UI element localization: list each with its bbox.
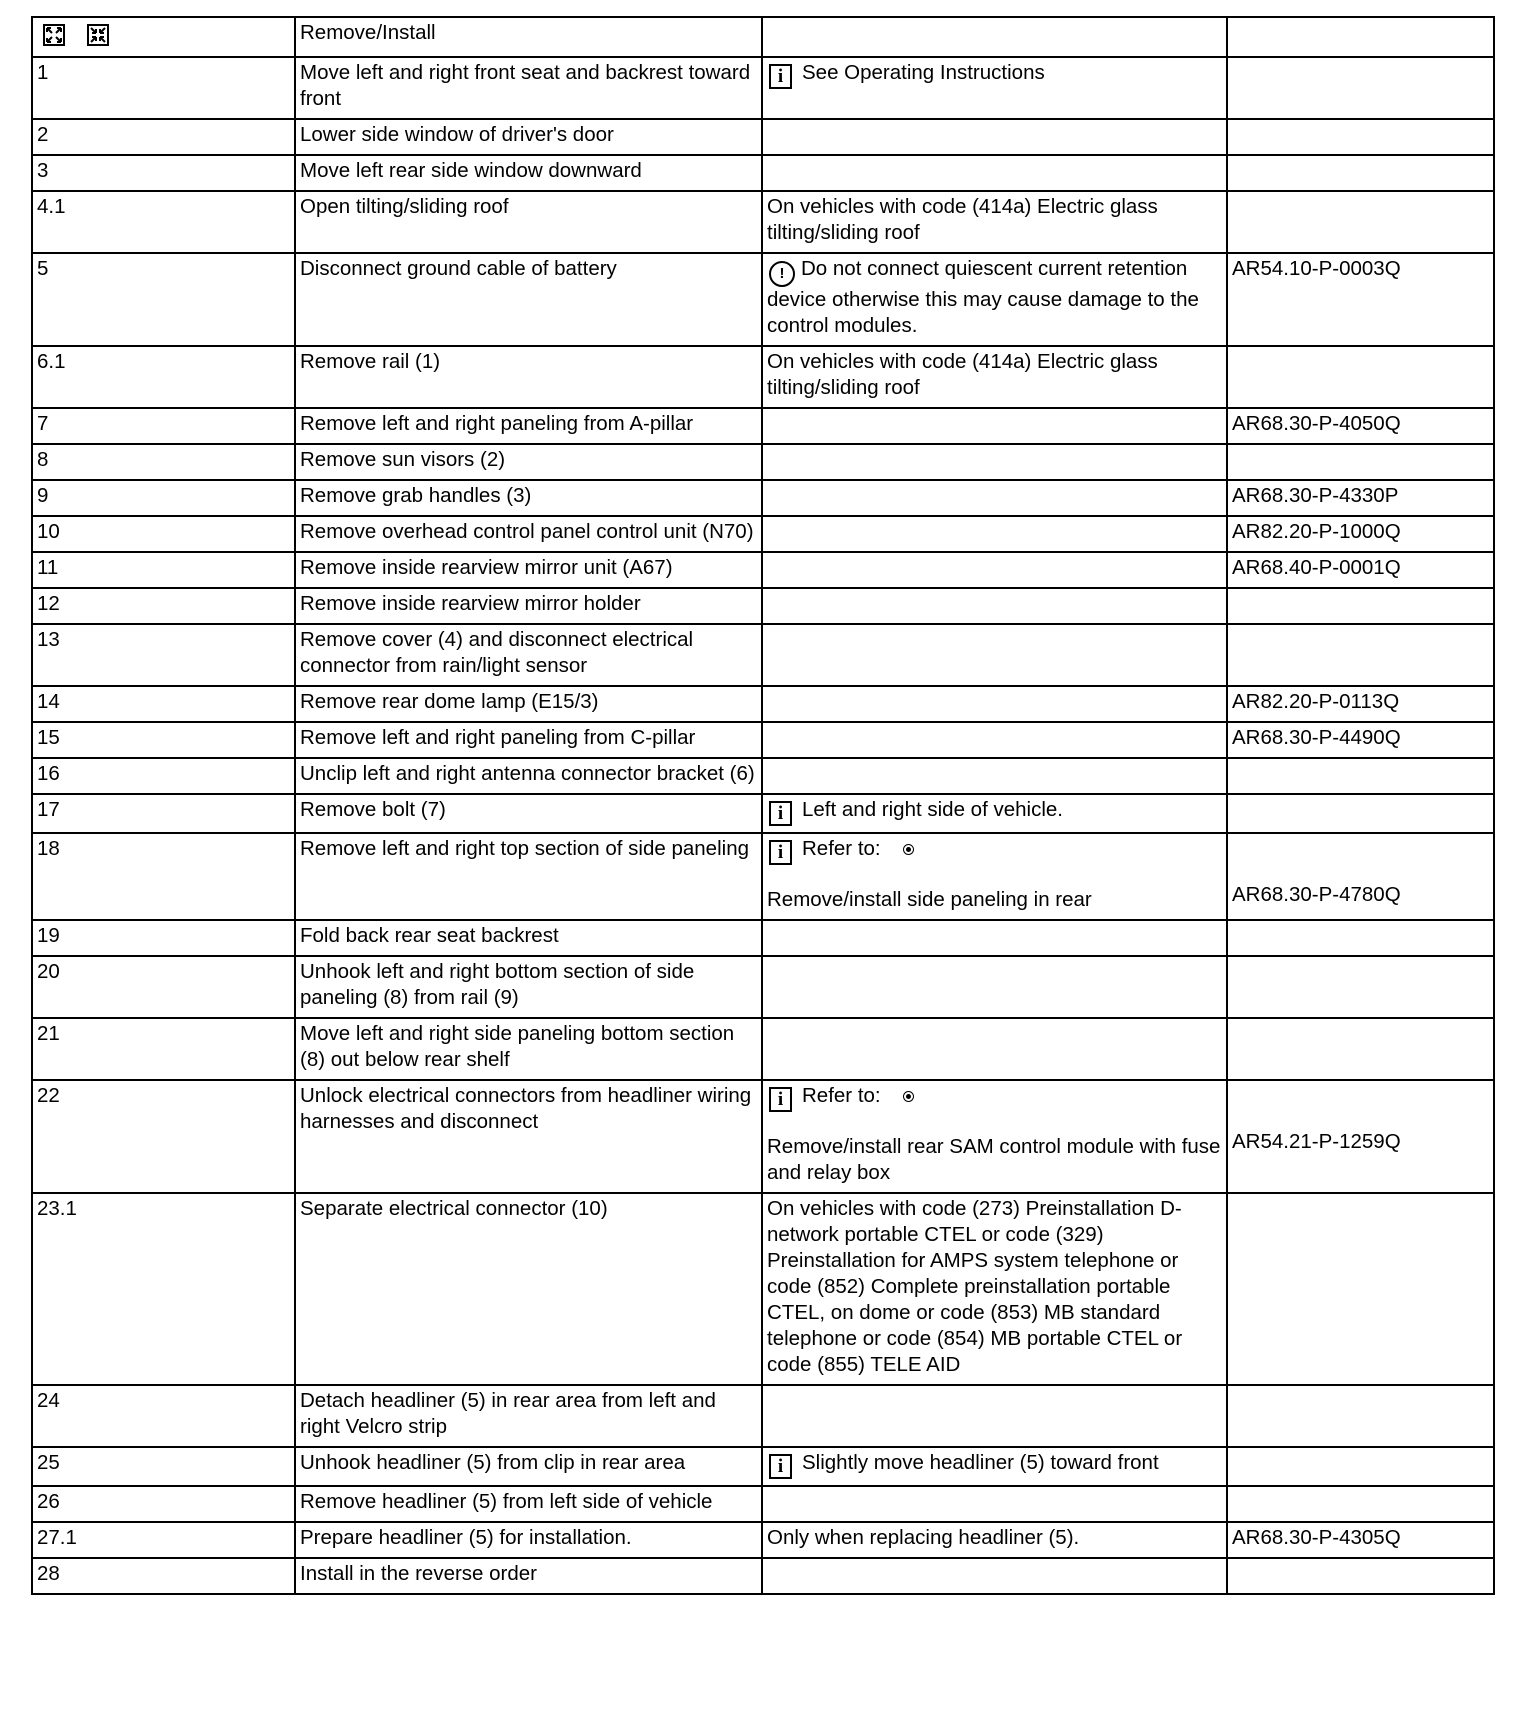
step-number: 20 — [32, 956, 295, 1018]
note-text: Refer to: — [802, 1084, 881, 1107]
step-action: Detach headliner (5) in rear area from left and right Velcro strip — [295, 1385, 762, 1447]
step-note — [762, 1522, 1227, 1558]
step-note — [762, 956, 1227, 1018]
table-header-row — [32, 17, 1494, 57]
document-reference-text[interactable]: AR68.30-P-4780Q — [1232, 883, 1401, 906]
table-row — [32, 1385, 1494, 1447]
step-action: Unhook left and right bottom section of side paneling (8) from rail (9) — [295, 956, 762, 1018]
table-row — [32, 686, 1494, 722]
header-empty-cell — [762, 17, 1227, 57]
procedure-table — [31, 16, 1495, 1595]
table-row — [32, 119, 1494, 155]
table-row — [32, 624, 1494, 686]
document-reference — [1227, 155, 1494, 191]
note-text: On vehicles with code (414a) Electric glass tilting/sliding roof — [767, 350, 1158, 399]
step-note — [762, 1193, 1227, 1385]
step-note — [762, 794, 1227, 833]
note-text: Refer to: — [802, 837, 881, 860]
step-number: 23.1 — [32, 1193, 295, 1385]
step-note — [762, 57, 1227, 119]
note-text: Slightly move headliner (5) toward front — [802, 1451, 1159, 1474]
step-note — [762, 516, 1227, 552]
step-number: 26 — [32, 1486, 295, 1522]
document-reference[interactable] — [1227, 833, 1494, 920]
step-number: 22 — [32, 1080, 295, 1193]
table-row — [32, 1193, 1494, 1385]
step-action: Remove bolt (7) — [295, 794, 762, 833]
document-reference — [1227, 1193, 1494, 1385]
document-reference[interactable]: AR82.20-P-1000Q — [1227, 516, 1494, 552]
reference-link-icon[interactable] — [903, 844, 914, 855]
table-row — [32, 444, 1494, 480]
table-row — [32, 722, 1494, 758]
step-note — [762, 588, 1227, 624]
table-row — [32, 833, 1494, 920]
table-row — [32, 552, 1494, 588]
info-icon: i — [769, 840, 792, 865]
step-action: Prepare headliner (5) for installation. — [295, 1522, 762, 1558]
table-row — [32, 1558, 1494, 1594]
warning-icon: ! — [769, 261, 795, 287]
header-title: Remove/Install — [295, 17, 762, 57]
document-reference — [1227, 758, 1494, 794]
step-note — [762, 1080, 1227, 1193]
table-row — [32, 1486, 1494, 1522]
step-action: Remove grab handles (3) — [295, 480, 762, 516]
step-note — [762, 191, 1227, 253]
step-number: 19 — [32, 920, 295, 956]
document-reference-text[interactable]: AR54.21-P-1259Q — [1232, 1130, 1401, 1153]
step-number: 2 — [32, 119, 295, 155]
collapse-arrows-icon[interactable] — [87, 24, 109, 46]
table-row — [32, 408, 1494, 444]
header-icons-cell — [32, 17, 295, 57]
step-action: Remove cover (4) and disconnect electrical connector from rain/light sensor — [295, 624, 762, 686]
document-reference[interactable]: AR82.20-P-0113Q — [1227, 686, 1494, 722]
document-reference — [1227, 1385, 1494, 1447]
table-row — [32, 191, 1494, 253]
table-row — [32, 956, 1494, 1018]
step-action: Remove overhead control panel control unit (N70) — [295, 516, 762, 552]
step-number: 1 — [32, 57, 295, 119]
table-row — [32, 346, 1494, 408]
document-reference — [1227, 57, 1494, 119]
step-number: 16 — [32, 758, 295, 794]
note-text: Left and right side of vehicle. — [802, 798, 1063, 821]
reference-link-icon[interactable] — [903, 1091, 914, 1102]
table-row — [32, 1018, 1494, 1080]
step-note — [762, 758, 1227, 794]
step-number: 14 — [32, 686, 295, 722]
step-action: Remove headliner (5) from left side of vehicle — [295, 1486, 762, 1522]
procedure-table-body — [32, 17, 1494, 1594]
note-text: On vehicles with code (273) Preinstallation D-network portable CTEL or code (329) Preinstallation for AMPS system telephone or code (852) Complete preinstallation portable CTEL, on dome or code (853) MB standard telephone or code (854) MB portable CTEL or code (855) TELE AID — [767, 1197, 1183, 1376]
step-number: 21 — [32, 1018, 295, 1080]
step-action: Remove sun visors (2) — [295, 444, 762, 480]
step-number: 3 — [32, 155, 295, 191]
note-reference-text[interactable]: Remove/install side paneling in rear — [767, 888, 1092, 911]
step-note — [762, 119, 1227, 155]
note-reference-text[interactable]: Remove/install rear SAM control module with fuse and relay box — [767, 1135, 1221, 1184]
step-number: 12 — [32, 588, 295, 624]
document-reference — [1227, 1486, 1494, 1522]
document-reference[interactable]: AR68.30-P-4330P — [1227, 480, 1494, 516]
note-text: See Operating Instructions — [802, 61, 1045, 84]
document-reference[interactable]: AR54.10-P-0003Q — [1227, 253, 1494, 346]
step-note — [762, 480, 1227, 516]
step-action: Remove inside rearview mirror unit (A67) — [295, 552, 762, 588]
step-action: Remove rear dome lamp (E15/3) — [295, 686, 762, 722]
document-reference[interactable]: AR68.30-P-4050Q — [1227, 408, 1494, 444]
step-number: 10 — [32, 516, 295, 552]
document-reference — [1227, 346, 1494, 408]
step-note — [762, 686, 1227, 722]
document-reference[interactable]: AR68.40-P-0001Q — [1227, 552, 1494, 588]
table-row — [32, 588, 1494, 624]
info-icon: i — [769, 1087, 792, 1112]
step-action: Disconnect ground cable of battery — [295, 253, 762, 346]
step-note — [762, 1447, 1227, 1486]
note-text: On vehicles with code (414a) Electric glass tilting/sliding roof — [767, 195, 1158, 244]
step-number: 9 — [32, 480, 295, 516]
step-action: Remove left and right top section of side paneling — [295, 833, 762, 920]
header-empty-cell — [1227, 17, 1494, 57]
table-row — [32, 516, 1494, 552]
step-note — [762, 1385, 1227, 1447]
document-reference[interactable]: AR68.30-P-4305Q — [1227, 1522, 1494, 1558]
step-number: 6.1 — [32, 346, 295, 408]
step-note — [762, 444, 1227, 480]
info-icon: i — [769, 1454, 792, 1479]
step-action: Open tilting/sliding roof — [295, 191, 762, 253]
document-reference[interactable] — [1227, 1080, 1494, 1193]
step-note — [762, 1486, 1227, 1522]
document-reference — [1227, 588, 1494, 624]
step-action: Remove rail (1) — [295, 346, 762, 408]
document-reference — [1227, 1558, 1494, 1594]
table-row — [32, 155, 1494, 191]
step-number: 18 — [32, 833, 295, 920]
step-note — [762, 408, 1227, 444]
step-action: Lower side window of driver's door — [295, 119, 762, 155]
document-reference[interactable]: AR68.30-P-4490Q — [1227, 722, 1494, 758]
table-row — [32, 758, 1494, 794]
document-reference — [1227, 794, 1494, 833]
document-reference — [1227, 1018, 1494, 1080]
step-note — [762, 833, 1227, 920]
step-number: 13 — [32, 624, 295, 686]
document-reference — [1227, 956, 1494, 1018]
step-action: Fold back rear seat backrest — [295, 920, 762, 956]
info-icon: i — [769, 64, 792, 89]
step-note — [762, 624, 1227, 686]
document-reference — [1227, 191, 1494, 253]
document-reference — [1227, 444, 1494, 480]
step-action: Move left and right side paneling bottom section (8) out below rear shelf — [295, 1018, 762, 1080]
step-number: 17 — [32, 794, 295, 833]
note-text: Only when replacing headliner (5). — [767, 1526, 1080, 1549]
table-row — [32, 1522, 1494, 1558]
step-action: Install in the reverse order — [295, 1558, 762, 1594]
step-note — [762, 552, 1227, 588]
document-reference — [1227, 624, 1494, 686]
table-row — [32, 794, 1494, 833]
step-number: 5 — [32, 253, 295, 346]
table-row — [32, 57, 1494, 119]
table-row — [32, 1080, 1494, 1193]
step-action: Move left and right front seat and backrest toward front — [295, 57, 762, 119]
step-action: Unclip left and right antenna connector bracket (6) — [295, 758, 762, 794]
table-row — [32, 480, 1494, 516]
step-note — [762, 1558, 1227, 1594]
step-number: 4.1 — [32, 191, 295, 253]
document-reference — [1227, 920, 1494, 956]
step-action: Separate electrical connector (10) — [295, 1193, 762, 1385]
step-number: 24 — [32, 1385, 295, 1447]
step-number: 11 — [32, 552, 295, 588]
step-number: 25 — [32, 1447, 295, 1486]
info-icon: i — [769, 801, 792, 826]
step-note — [762, 920, 1227, 956]
step-note — [762, 722, 1227, 758]
step-action: Move left rear side window downward — [295, 155, 762, 191]
step-number: 27.1 — [32, 1522, 295, 1558]
step-note — [762, 1018, 1227, 1080]
document-reference — [1227, 119, 1494, 155]
step-note — [762, 253, 1227, 346]
step-number: 7 — [32, 408, 295, 444]
expand-arrows-icon[interactable] — [43, 24, 65, 46]
table-row — [32, 1447, 1494, 1486]
step-action: Unlock electrical connectors from headliner wiring harnesses and disconnect — [295, 1080, 762, 1193]
step-number: 28 — [32, 1558, 295, 1594]
step-number: 8 — [32, 444, 295, 480]
step-note — [762, 155, 1227, 191]
step-action: Unhook headliner (5) from clip in rear area — [295, 1447, 762, 1486]
ref-spacer — [1232, 836, 1489, 882]
note-text: Do not connect quiescent current retention device otherwise this may cause damage to the control modules. — [767, 257, 1199, 337]
table-row — [32, 920, 1494, 956]
document-reference — [1227, 1447, 1494, 1486]
ref-spacer — [1232, 1083, 1489, 1129]
step-note — [762, 346, 1227, 408]
table-row — [32, 253, 1494, 346]
step-action: Remove left and right paneling from A-pillar — [295, 408, 762, 444]
step-action: Remove inside rearview mirror holder — [295, 588, 762, 624]
step-action: Remove left and right paneling from C-pillar — [295, 722, 762, 758]
step-number: 15 — [32, 722, 295, 758]
